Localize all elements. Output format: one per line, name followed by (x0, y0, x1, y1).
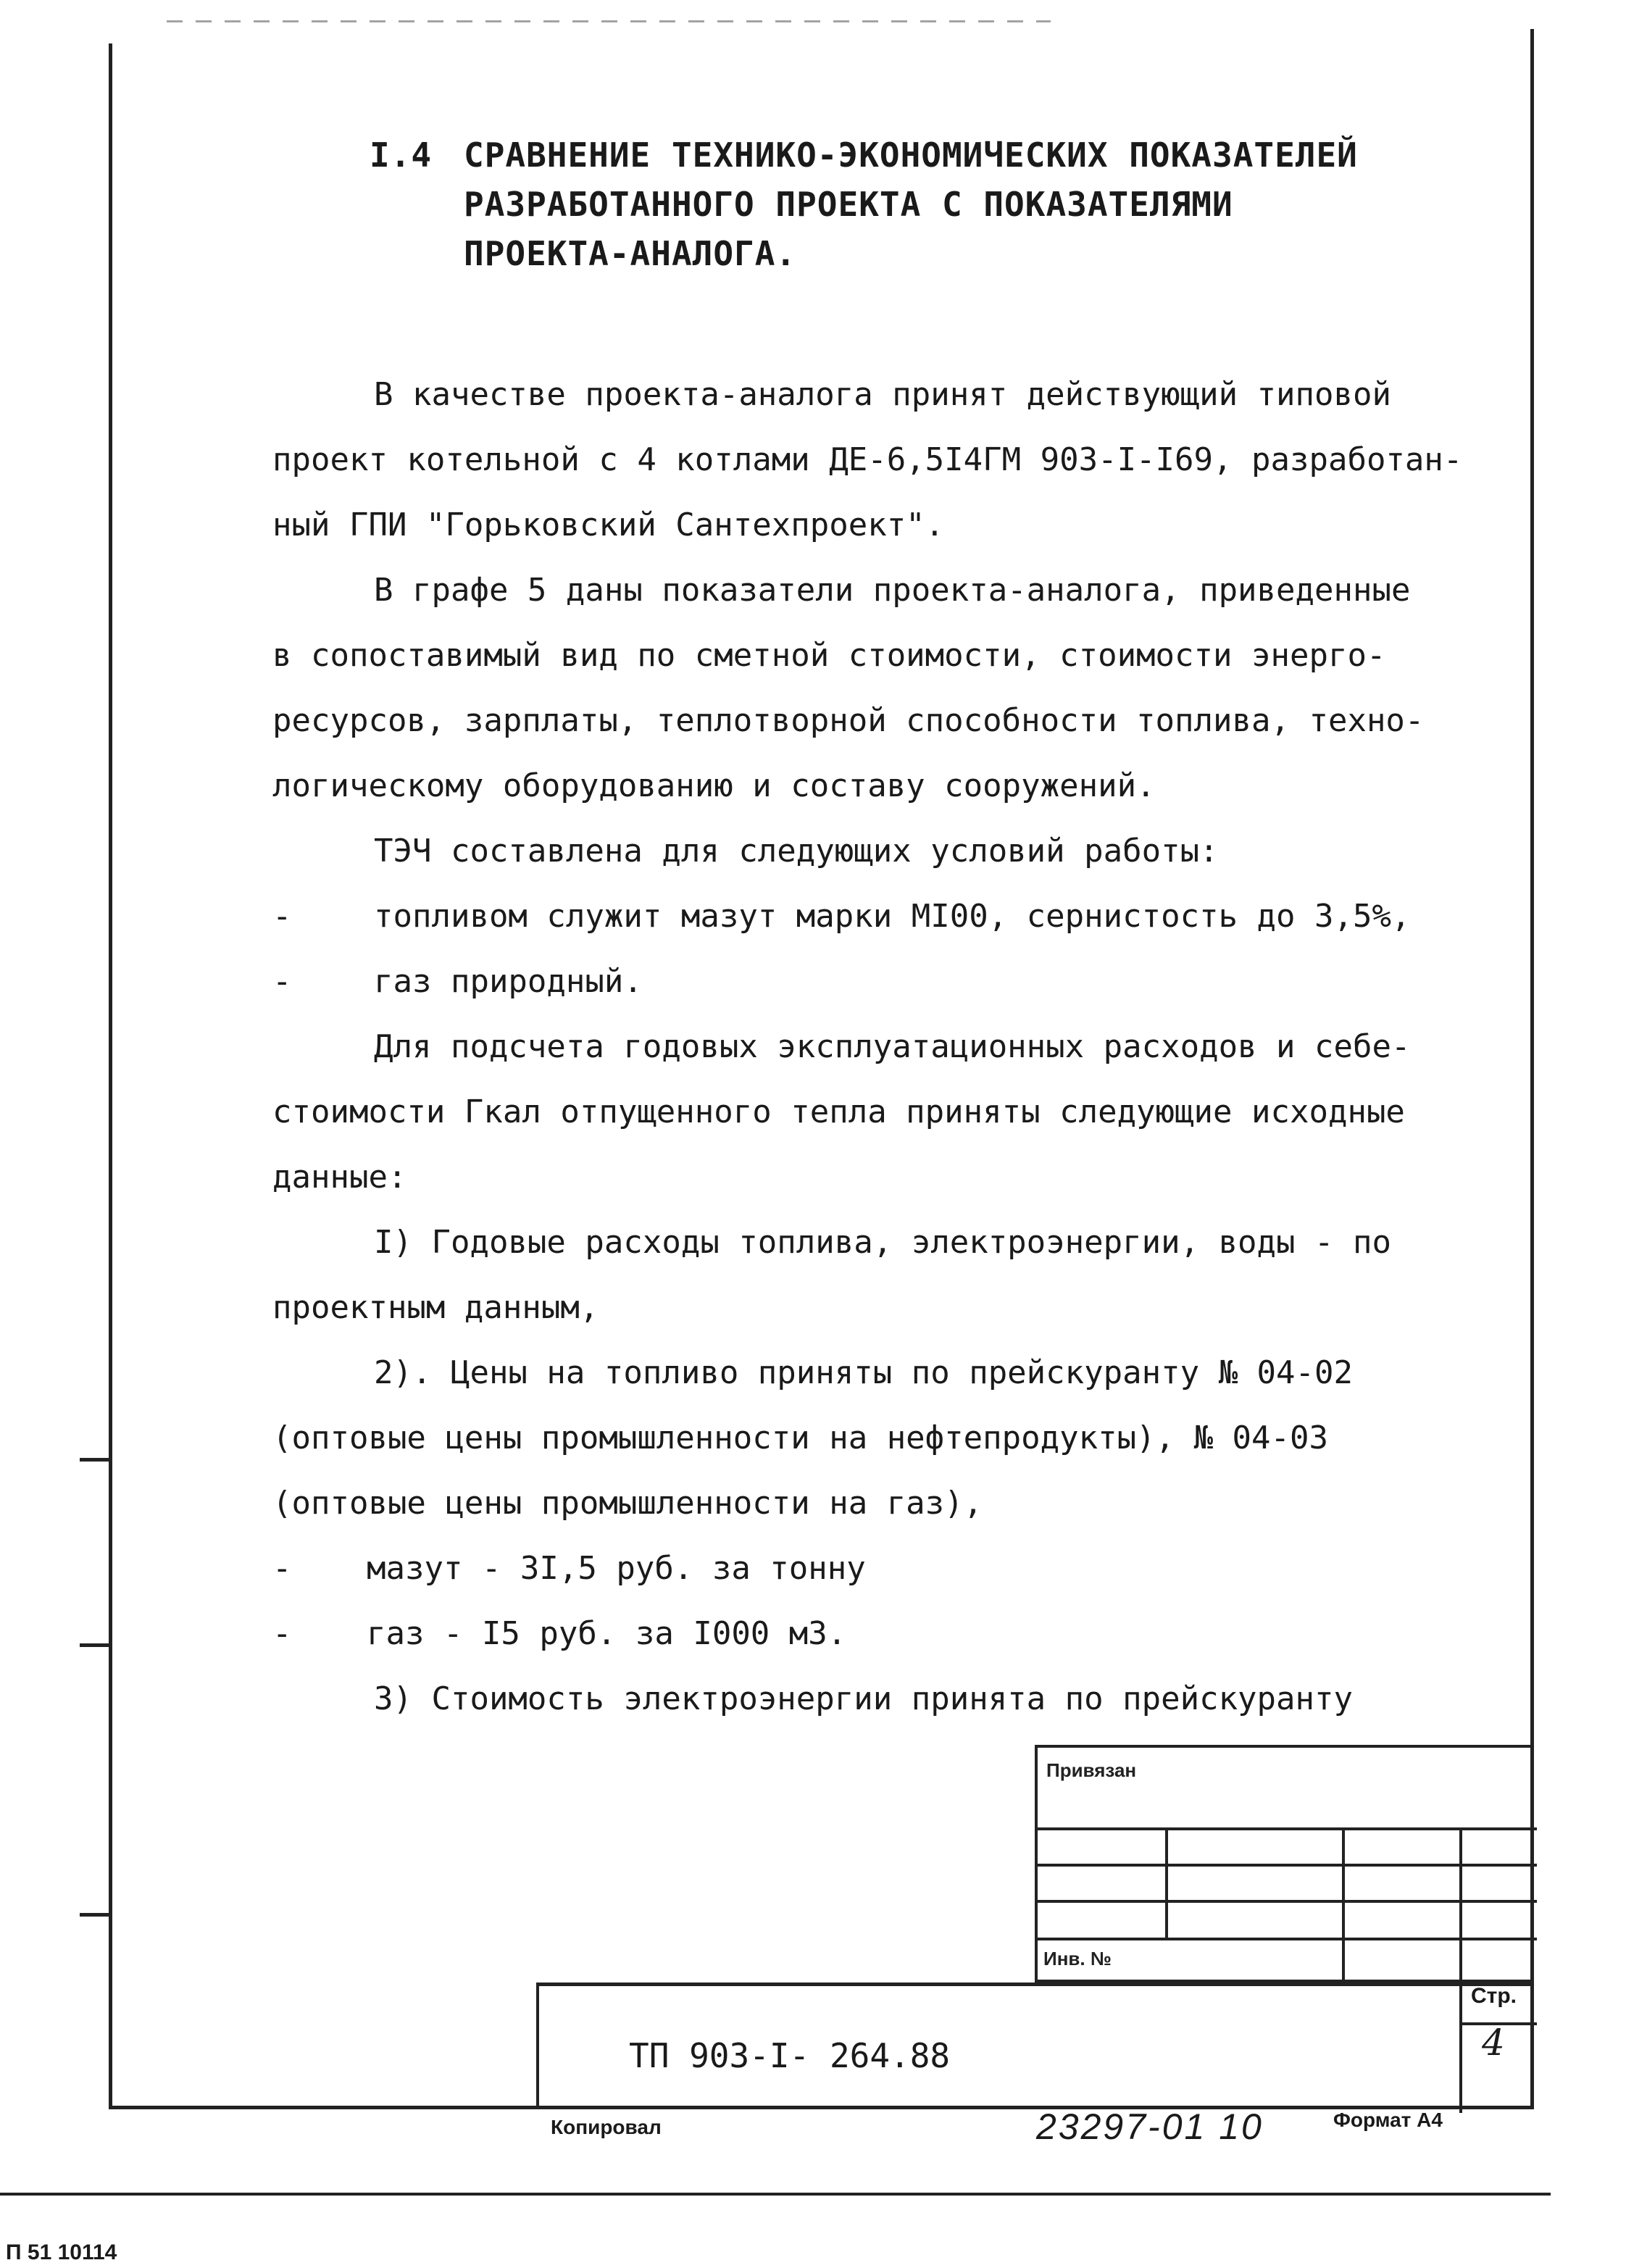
list-dash: - (272, 1615, 292, 1652)
text-line: I) Годовые расходы топлива, электроэнергии, воды - по (374, 1224, 1391, 1261)
text-line: Для подсчета годовых эксплуатационных расходов и себе- (374, 1028, 1411, 1065)
list-item-text: топливом служит мазут марки МI00, сернистость до 3,5%, (374, 898, 1411, 935)
list-dash: - (272, 898, 292, 935)
section-heading (370, 130, 1358, 278)
document-code: ТП 903-I- 264.88 (629, 2036, 951, 2075)
document-body (272, 362, 1462, 1732)
page-label: Стр. (1471, 1984, 1517, 2008)
inv-label: Инв. № (1043, 1948, 1112, 1969)
footer-rule (0, 2193, 1551, 2196)
text-line: ресурсов, зарплаты, теплотворной способности топлива, техно- (272, 702, 1425, 739)
text-line: 3) Стоимость электроэнергии принята по прейскуранту (374, 1680, 1354, 1717)
section-number: I.4 (370, 136, 433, 175)
page-number: 4 (1482, 2022, 1505, 2064)
text-line: 2). Цены на топливо приняты по прейскуранту № 04-02 (374, 1354, 1354, 1391)
list-item-text: газ - I5 руб. за I000 м3. (367, 1615, 847, 1652)
copied-label: Копировал (551, 2116, 662, 2138)
text-line: проектным данным, (272, 1289, 599, 1326)
text-line: (оптовые цены промышленности на газ), (272, 1485, 983, 1522)
text-line: стоимости Гкал отпущенного тепла приняты следующие исходные (272, 1093, 1405, 1130)
list-dash: - (272, 1550, 292, 1587)
text-line: В графе 5 даны показатели проекта-аналога, приведенные (374, 572, 1411, 609)
list-item (272, 884, 1462, 949)
list-item-text: газ природный. (374, 963, 643, 1000)
text-line: ный ГПИ "Горьковский Сантехпроект". (272, 506, 945, 543)
frame-left-border (109, 43, 112, 2109)
text-line: (оптовые цены промышленности на нефтепродукты), № 04-03 (272, 1419, 1328, 1456)
heading-line: РАЗРАБОТАННОГО ПРОЕКТА С ПОКАЗАТЕЛЯМИ (464, 185, 1233, 224)
list-item (272, 1536, 1462, 1601)
list-dash: - (272, 963, 292, 1000)
text-line: в сопоставимый вид по сметной стоимости, стоимости энерго- (272, 637, 1386, 674)
text-line: В качестве проекта-аналога принят действующий типовой (374, 376, 1391, 413)
heading-line: СРАВНЕНИЕ ТЕХНИКО-ЭКОНОМИЧЕСКИХ ПОКАЗАТЕЛЕЙ (464, 136, 1358, 175)
text-line: ТЭЧ составлена для следующих условий работы: (374, 833, 1219, 870)
scan-noise (167, 20, 1051, 22)
margin-tick (80, 1458, 112, 1462)
format-label: Формат А4 (1333, 2109, 1443, 2131)
text-line: данные: (272, 1159, 407, 1196)
bound-label: Привязан (1046, 1759, 1137, 1781)
list-item (272, 949, 1462, 1014)
heading-line: ПРОЕКТА-АНАЛОГА. (464, 234, 797, 273)
list-item-text: мазут - 3I,5 руб. за тонну (367, 1550, 866, 1587)
text-line: логическому оборудованию и составу сооружений. (272, 767, 1156, 804)
inventory-number: 23297-01 10 (1036, 2106, 1264, 2147)
margin-tick (80, 1913, 112, 1917)
margin-tick (80, 1643, 112, 1647)
form-code: П 51 10114 (6, 2240, 117, 2264)
text-line: проект котельной с 4 котлами ДЕ-6,5I4ГМ 903-I-I69, разработан- (272, 441, 1463, 478)
list-item (272, 1601, 1462, 1667)
